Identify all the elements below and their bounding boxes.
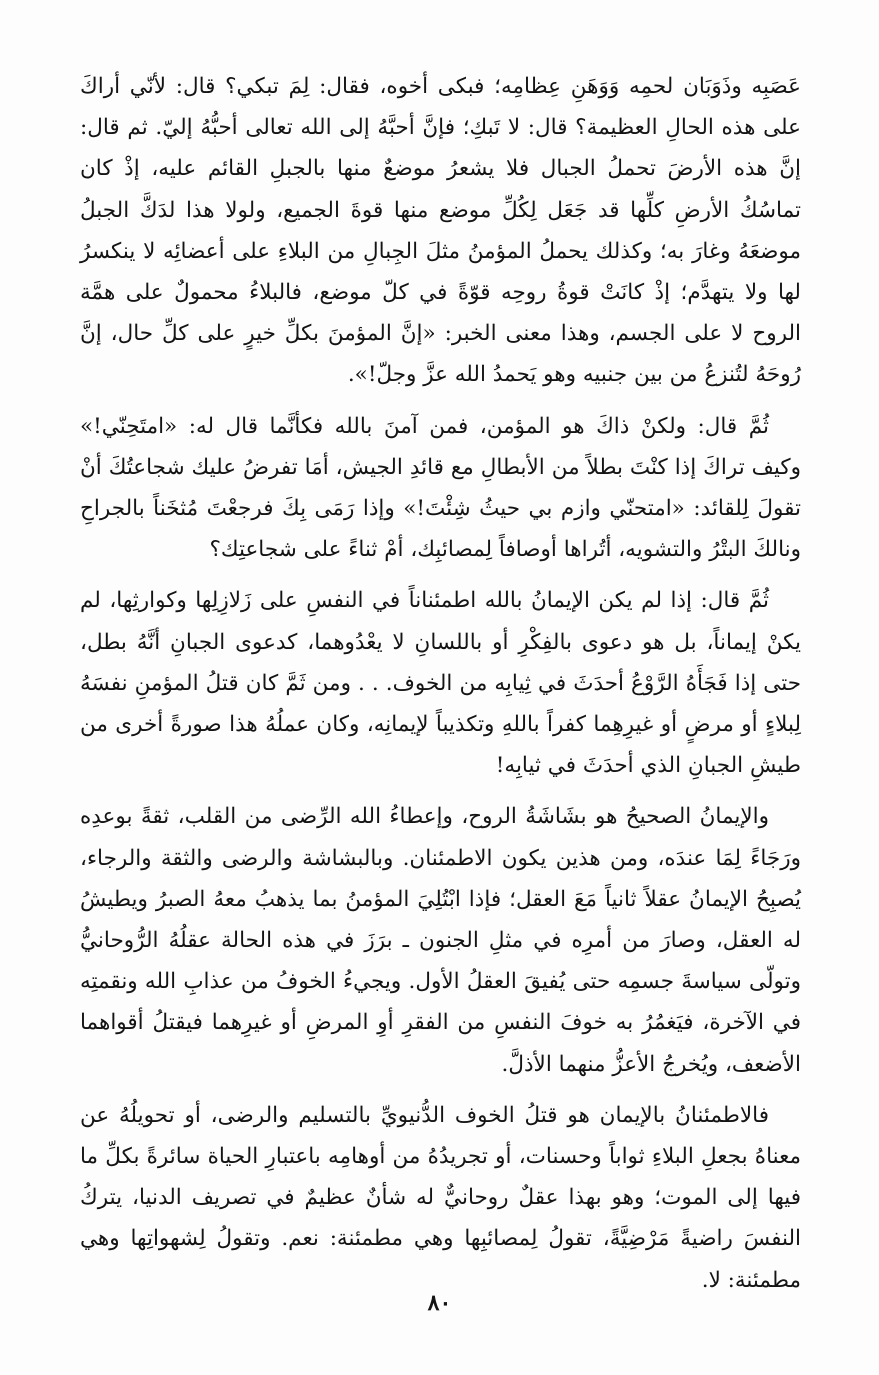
page-number: ٨٠ (427, 1290, 452, 1316)
paragraph-4: والإيمانُ الصحيحُ هو بشَاشَةُ الروح، وإعطاءُ الله الرِّضى من القلب، ثقةً بوعدِه ورَجَاءً لِمَا عندَه، ومن هذين يكون الاطمئنان. وبالبشاشة والرضى والثقة والرجاء، يُصبِحُ الإيمانُ عقلاً ثانياً مَعَ العقل؛ فإذا ابْتُلِيَ المؤمنُ بما يذهبُ معهُ الصبرُ ويطيشُ له العقل، وصارَ من أمرِه في مثلِ الجنون ـ برَزَ في هذه الحالة عقلُهُ الرُّوحانيُّ وتولّى سياسةَ جسمِه حتى يُفيقَ العقلُ الأول. ويجيءُ الخوفُ من عذابِ الله ونقمتِه في الآخرة، فيَغمُرُ به خوفَ النفسِ من الفقرِ أوِ المرضِ أو غيرِهما فيقتلُ أقواهما الأضعف، ويُخرجُ الأعزُّ منهما الأذلَّ. (80, 804, 801, 1077)
paragraph-3: ثُمَّ قال: إذا لم يكن الإيمانُ بالله اطمئناناً في النفسِ على زَلازِلِها وكوارثِها، لم يكنْ إيماناً، بل هو دعوى بالفِكْرِ أو باللسانِ لا يعْدُوهما، كدعوى الجبانِ أنَّهُ بطل، حتى إذا فَجَأَهُ الرَّوْعُ أحدَثَ في ثِيابِه من الخوف. . . ومن ثَمَّ كان قتلُ المؤمنِ نفسَهُ لِبلاءٍ أو مرضٍ أو غيرِهِما كفراً باللهِ وتكذيباً لإيمانِه، وكان عملُهُ هذا صورةً أخرى من طيشِ الجبانِ الذي أحدَثَ في ثيابِه! (80, 588, 802, 779)
paragraph-5: فالاطمئنانُ بالإيمان هو قتلُ الخوف الدُّنيويِّ بالتسليم والرضى، أو تحويلُهُ عن معناهُ بجعلِ البلاءِ ثواباً وحسنات، أو تجريدُهُ من أوهامِه باعتبارِ الحياة سائرةً بكلِّ ما فيها إلى الموت؛ وهو بهذا عقلٌ روحانيٌّ له شأنٌ عظيمٌ في تصريف الدنيا، يتركُ النفسَ راضيةً مَرْضِيَّةً، تقولُ لِمصائبِها وهي مطمئنة: نعم. وتقولُ لِشهواتِها وهي مطمئنة: لا. (80, 1102, 801, 1293)
paragraph-2: ثُمَّ قال: ولكنْ ذاكَ هو المؤمن، فمن آمنَ بالله فكأنَّما قال له: «امتَحِنّي!» وكيف تراكَ إذا كنْتَ بطلاً من الأبطالِ مع قائدِ الجيش، أمَا تفرضُ عليك شجاعتُكَ أنْ تقولَ لِلقائد: «امتحنّي وازم بي حيثُ شِئْتَ!» وإذا رَمَى بِكَ فرجعْتَ مُثخَناً بالجراحِ ونالكَ البتْرُ والتشويه، أتُراها أوصافاً لِمصائبِك، أمْ ثناءً على شجاعتِك؟ (80, 413, 801, 563)
body-text (80, 66, 801, 1301)
paragraph-1: عَصَبِه وذَوَبَان لحمِه وَوَهَنِ عِظامِه؛ فبكى أخوه، فقال: لِمَ تبكي؟ قال: لأنّي أراكَ على هذه الحالِ العظيمة؟ قال: لا تَبكِ؛ فإنَّ أحبَّهُ إلى الله تعالى أحبُّهُ إليّ. ثم قال: إنَّ هذه الأرضَ تحملُ الجبال فلا يشعرُ موضعٌ منها بالجبلِ القائم عليه، إذْ كان تماسُكُ الأرضِ كلِّها قد جَعَل لِكُلِّ موضع منها قوةَ الجميع، ولولا هذا لدَكَّ الجبلُ موضعَهُ وغارَ به؛ وكذلك يحملُ المؤمنُ مثلَ الجِبالِ من البلاءِ على أعضائِه لا ينكسرُ لها ولا يتهدَّم؛ إذْ كانَتْ قوةُ روحِه قوّةً في كلّ موضع، فالبلاءُ محمولٌ على همَّة الروح لا على الجسم، وهذا معنى الخبر: «إنَّ المؤمنَ بكلِّ خيرٍ على كلِّ حال، إنَّ رُوحَهُ لتُنزعُ من بين جنبيه وهو يَحمدُ الله عزَّ وجلّ!». (80, 74, 801, 388)
